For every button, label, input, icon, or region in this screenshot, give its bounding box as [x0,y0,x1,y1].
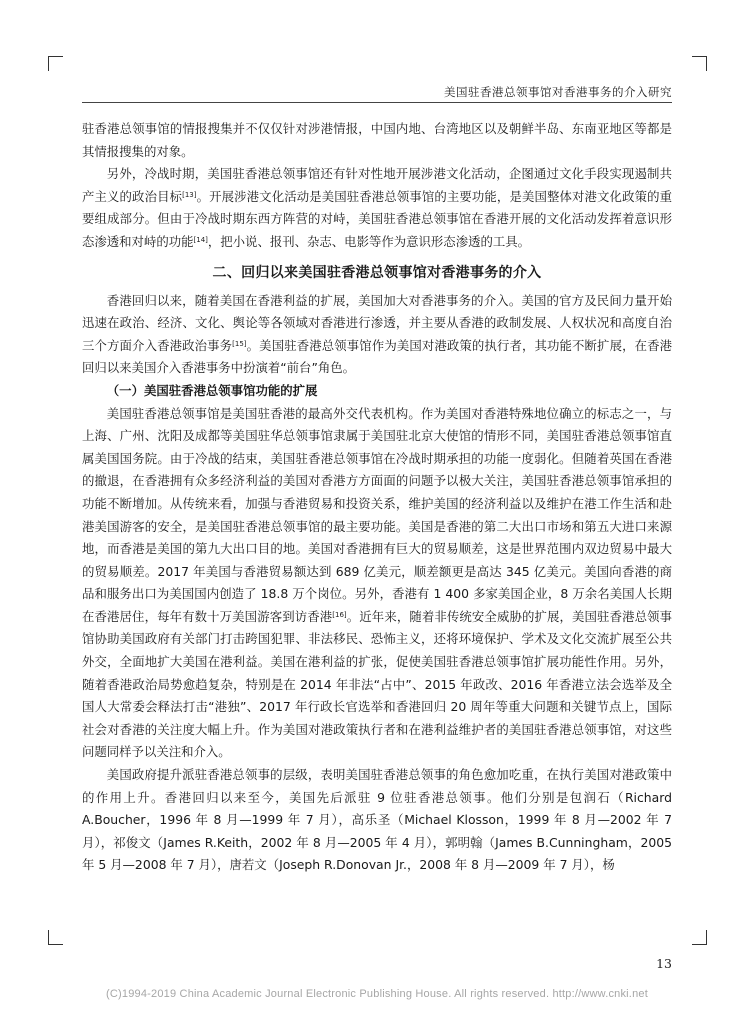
paragraph-text: 香港回归以来，随着美国在香港利益的扩展，美国加大对香港事务的介入。美国的官方及民间力量开始迅速在政治、经济、文化、舆论等各领域对香港进行渗透，并主要从香港的政制发展、人权状况和高度自治三个方面介入香港政治事务 [82,292,672,353]
paragraph-consul-generals: 美国政府提升派驻香港总领事的层级，表明美国驻香港总领事的角色愈加吃重，在执行美国对港政策中的作用上升。香港回归以来至今，美国先后派驻 9 位驻香港总领事。他们分别是包润石（Richard A.Boucher，1996 年 8 月—1999 年 7 月），高乐圣（Michael Klosson，1999 年 8 月—2002 年 7 月），祁俊文（James R.Keith，2002 年 8 月—2005 年 4 月），郭明翰（James B.Cunningham，2005 年 5 月—2008 年 7 月），唐若文（Joseph R.Donovan Jr.，2008 年 8 月—2009 年 7 月），杨 [82,767,672,873]
citation-ref: [14] [193,235,208,244]
citation-ref: [13] [182,190,197,199]
paragraph-text: 。近年来，随着非传统安全威胁的扩展，美国驻香港总领事馆协助美国政府有关部门打击跨国犯罪、非法移民、恐怖主义，还将环境保护、学术及文化交流扩展至公共外交，全面地扩大美国在港利益。美国在港利益的扩张，促使美国驻香港总领事馆扩展功能性作用。另外，随着香港政治局势愈趋复杂，特别是在 2014 年非法“占中”、2015 年政改、2016 年香港立法会选举及全国人大常委会释法打击“港独”、2017 年行政长官选举和香港回归 20 周年等重大问题和关键节点上，国际社会对香港的关注度大幅上升。作为美国对港政策执行者和在港利益维护者的美国驻香港总领事馆，对这些问题同样予以关注和介入。 [82,608,673,760]
citation-ref: [16] [332,610,347,619]
copyright-footer: (C)1994-2019 China Academic Journal Electronic Publishing House. All rights reserved. http://www.cnki.net [106,988,648,1000]
crop-mark-top-left [48,56,63,71]
running-head: 美国驻香港总领事馆对香港事务的介入研究 [444,85,672,99]
crop-mark-bottom-left [48,930,63,945]
paragraph-text: 。开展涉港文化活动是美国驻香港总领事馆的主要功能，是美国整体对港文化政策的重要组成部分。但由于冷战时期东西方阵营的对峙，美国驻香港总领事馆在香港开展的文化活动发挥着意识形态渗透和对峙的功能 [82,188,673,249]
paragraph-consulate-functions [82,403,672,765]
crop-mark-bottom-right [692,930,707,945]
paragraph-text: 。美国驻香港总领事馆作为美国对港政策的执行者，其功能不断扩展，在香港回归以来美国介入香港事务中扮演着“前台”角色。 [82,337,673,376]
article-body [82,118,672,877]
paragraph-text: ，把小说、报刊、杂志、电影等作为意识形态渗透的工具。 [207,233,531,249]
paragraph-continued: 驻香港总领事馆的情报搜集并不仅仅针对涉港情报，中国内地、台湾地区以及朝鲜半岛、东南亚地区等都是其情报搜集的对象。 [82,121,672,159]
subsection-title: （一）美国驻香港总领事馆功能的扩展 [106,382,318,398]
paragraph-cold-war-culture [82,163,672,253]
crop-mark-top-right [692,56,707,71]
paragraph-text: 另外，冷战时期，美国驻香港总领事馆还有针对性地开展涉港文化活动，企图通过文化手段实现遏制共产主义的政治目标 [82,166,672,204]
paragraph-section-intro [82,290,672,380]
section-title: 二、回归以来美国驻香港总领事馆对香港事务的介入 [212,264,542,281]
header-rule [82,102,672,103]
citation-ref: [15] [232,339,247,348]
page-number: 13 [656,956,672,971]
paragraph-text: 美国驻香港总领事馆是美国驻香港的最高外交代表机构。作为美国对香港特殊地位确立的标志之一，与上海、广州、沈阳及成都等美国驻华总领事馆隶属于美国驻北京大使馆的情形不同，美国驻香港总领事馆直属美国国务院。由于冷战的结束，美国驻香港总领事馆在冷战时期承担的功能一度弱化。但随着英国在香港的撤退，在香港拥有众多经济利益的美国对香港方方面面的问题予以极大关注，美国驻香港总领事馆承担的功能不断增加。从传统来看，加强与香港贸易和投资关系，维护美国的经济利益以及维护在港工作生活和赴港美国游客的安全，是美国驻香港总领事馆的最主要功能。美国是香港的第二大出口市场和第五大进口来源地，而香港是美国的第九大出口目的地。美国对香港拥有巨大的贸易顺差，这是世界范围内双边贸易中最大的贸易顺差。2017 年美国与香港贸易额达到 689 亿美元，顺差额更是高达 345 亿美元。美国向香港的商品和服务出口为美国国内创造了 18.8 万个岗位。另外，香港有 1 400 多家美国企业，8 万余名美国人长期在香港居住，每年有数十万美国游客到访香港 [82,405,672,624]
